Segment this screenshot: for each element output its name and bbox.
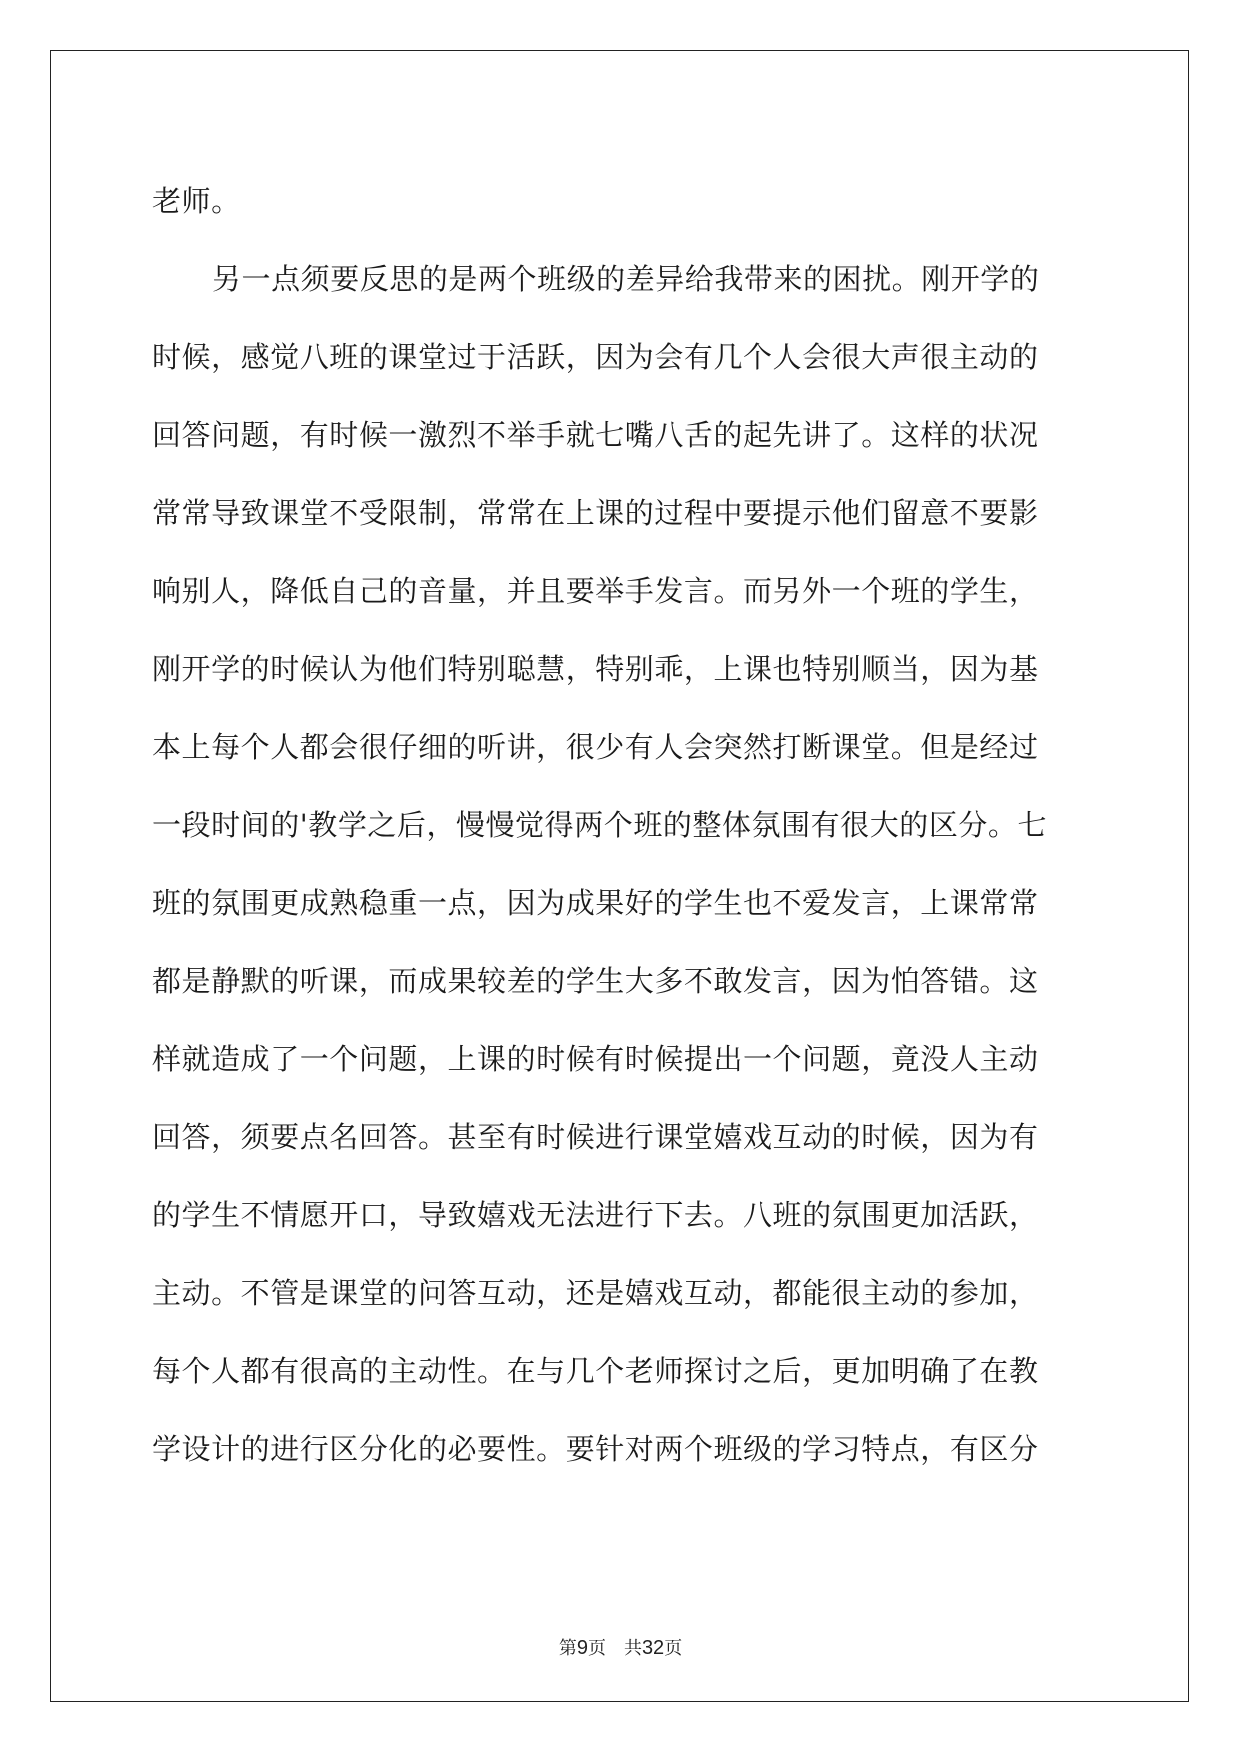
page-number: 9	[576, 1637, 588, 1659]
text-line: 回答问题，有时候一激烈不举手就七嘴八舌的起先讲了。这样的状况	[152, 418, 1039, 452]
document-body	[152, 162, 1092, 1488]
text-line: 每个人都有很高的主动性。在与几个老师探讨之后，更加明确了在教	[152, 1354, 1039, 1388]
total-prefix: 共	[623, 1638, 642, 1659]
text-line: 主动。不管是课堂的问答互动，还是嬉戏互动，都能很主动的参加，	[152, 1276, 1039, 1310]
page-prefix: 第	[558, 1638, 577, 1659]
text-line: 响别人，降低自己的音量，并且要举手发言。而另外一个班的学生，	[152, 574, 1039, 608]
text-line: 样就造成了一个问题，上课的时候有时候提出一个问题，竟没人主动	[152, 1042, 1039, 1076]
text-line: 学设计的进行区分化的必要性。要针对两个班级的学习特点，有区分	[152, 1432, 1039, 1466]
total-suffix: 页	[664, 1638, 683, 1659]
text-line: 本上每个人都会很仔细的听讲，很少有人会突然打断课堂。但是经过	[152, 730, 1039, 764]
page-footer	[0, 1634, 1241, 1660]
text-line: 一段时间的'教学之后，慢慢觉得两个班的整体氛围有很大的区分。七	[152, 808, 1048, 842]
text-line: 常常导致课堂不受限制，常常在上课的过程中要提示他们留意不要影	[152, 496, 1039, 530]
text-line: 刚开学的时候认为他们特别聪慧，特别乖，上课也特别顺当，因为基	[152, 652, 1039, 686]
paragraph-first-line: 另一点须要反思的是两个班级的差异给我带来的困扰。刚开学的	[212, 262, 1040, 296]
text-line: 的学生不情愿开口，导致嬉戏无法进行下去。八班的氛围更加活跃，	[152, 1198, 1039, 1232]
text-line: 班的氛围更成熟稳重一点，因为成果好的学生也不爱发言，上课常常	[152, 886, 1039, 920]
text-line: 回答，须要点名回答。甚至有时候进行课堂嬉戏互动的时候，因为有	[152, 1120, 1039, 1154]
text-line: 老师。	[152, 184, 241, 218]
text-line: 都是静默的听课，而成果较差的学生大多不敢发言，因为怕答错。这	[152, 964, 1039, 998]
total-pages: 32	[641, 1637, 665, 1659]
page-suffix: 页	[587, 1638, 606, 1659]
text-line: 时候，感觉八班的课堂过于活跃，因为会有几个人会很大声很主动的	[152, 340, 1039, 374]
